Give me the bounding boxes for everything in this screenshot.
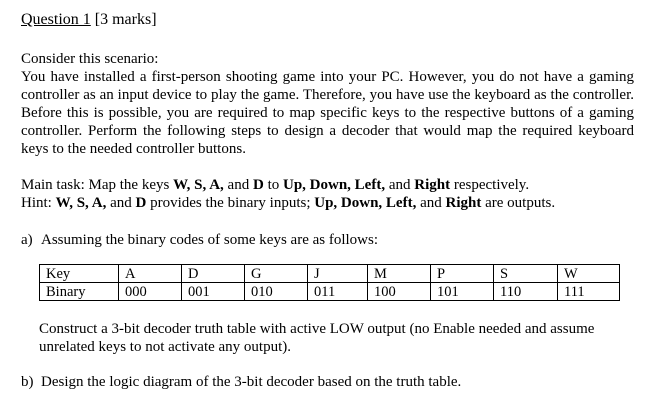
- hint-and-2: and: [416, 195, 446, 211]
- row-header-binary: Binary: [40, 283, 119, 301]
- scenario-intro: Consider this scenario:: [21, 51, 159, 67]
- main-task-line: [21, 176, 634, 194]
- part-a-text: Assuming the binary codes of some keys are as follows:: [41, 232, 379, 248]
- hint-mid: provides the binary inputs;: [146, 195, 315, 211]
- table-cell: A: [119, 265, 182, 283]
- main-task-prefix: Main task: Map the keys: [21, 177, 174, 193]
- main-task-to: to: [263, 177, 283, 193]
- table-cell: W: [558, 265, 620, 283]
- main-task-outputs: Up, Down, Left,: [282, 177, 386, 193]
- table-cell: 001: [182, 283, 245, 301]
- table-cell: 011: [308, 283, 368, 301]
- table-cell: 000: [119, 283, 182, 301]
- table-cell: 101: [431, 283, 494, 301]
- hint-line: [21, 194, 634, 212]
- table-cell: D: [182, 265, 245, 283]
- question-marks: [3 marks]: [94, 11, 157, 28]
- table-cell: 110: [494, 283, 558, 301]
- main-task-keys: W, S, A,: [173, 177, 224, 193]
- table-cell: G: [245, 265, 308, 283]
- part-b-label: b): [21, 374, 34, 390]
- main-task-key-d: D: [252, 177, 264, 193]
- table-row-keys: [40, 265, 620, 283]
- main-task-and-2: and: [385, 177, 415, 193]
- scenario-section: [21, 50, 634, 158]
- part-b-prompt: [21, 373, 634, 391]
- hint-prefix: Hint:: [21, 195, 56, 211]
- question-title: Question 1: [21, 11, 91, 28]
- table-row-binary: [40, 283, 620, 301]
- table-cell: S: [494, 265, 558, 283]
- row-header-key: Key: [40, 265, 119, 283]
- table-cell: P: [431, 265, 494, 283]
- part-a-instruction: Construct a 3-bit decoder truth table with active LOW output (no Enable needed and assume unrelated keys to not activate any output).: [39, 321, 595, 355]
- hint-outputs: Up, Down, Left,: [314, 195, 417, 211]
- part-a-prompt: [21, 231, 634, 249]
- table-cell: 100: [368, 283, 431, 301]
- table-cell: 111: [558, 283, 620, 301]
- part-a-label: a): [21, 232, 33, 248]
- table-cell: J: [308, 265, 368, 283]
- scenario-body: You have installed a first-person shooting game into your PC. However, you do not have a gaming controller as an input device to play the game. Therefore, you have use the keyboard as the controller. Before this is possible, you are required to map specific keys to the respective buttons of a gaming controller. Perform the following steps to design a decoder that would map the required keyboard keys to the needed controller buttons.: [21, 69, 634, 157]
- task-section: [21, 176, 634, 212]
- hint-suffix: are outputs.: [481, 195, 556, 211]
- part-b-text: Design the logic diagram of the 3-bit decoder based on the truth table.: [41, 374, 462, 390]
- hint-output-right: Right: [445, 195, 482, 211]
- table-cell: M: [368, 265, 431, 283]
- hint-key-d: D: [135, 195, 147, 211]
- hint-keys: W, S, A,: [55, 195, 107, 211]
- table-cell: 010: [245, 283, 308, 301]
- question-heading: [21, 10, 157, 30]
- hint-and: and: [106, 195, 136, 211]
- main-task-output-right: Right: [414, 177, 451, 193]
- main-task-suffix: respectively.: [450, 177, 530, 193]
- main-task-and: and: [223, 177, 253, 193]
- key-binary-table: [39, 264, 620, 301]
